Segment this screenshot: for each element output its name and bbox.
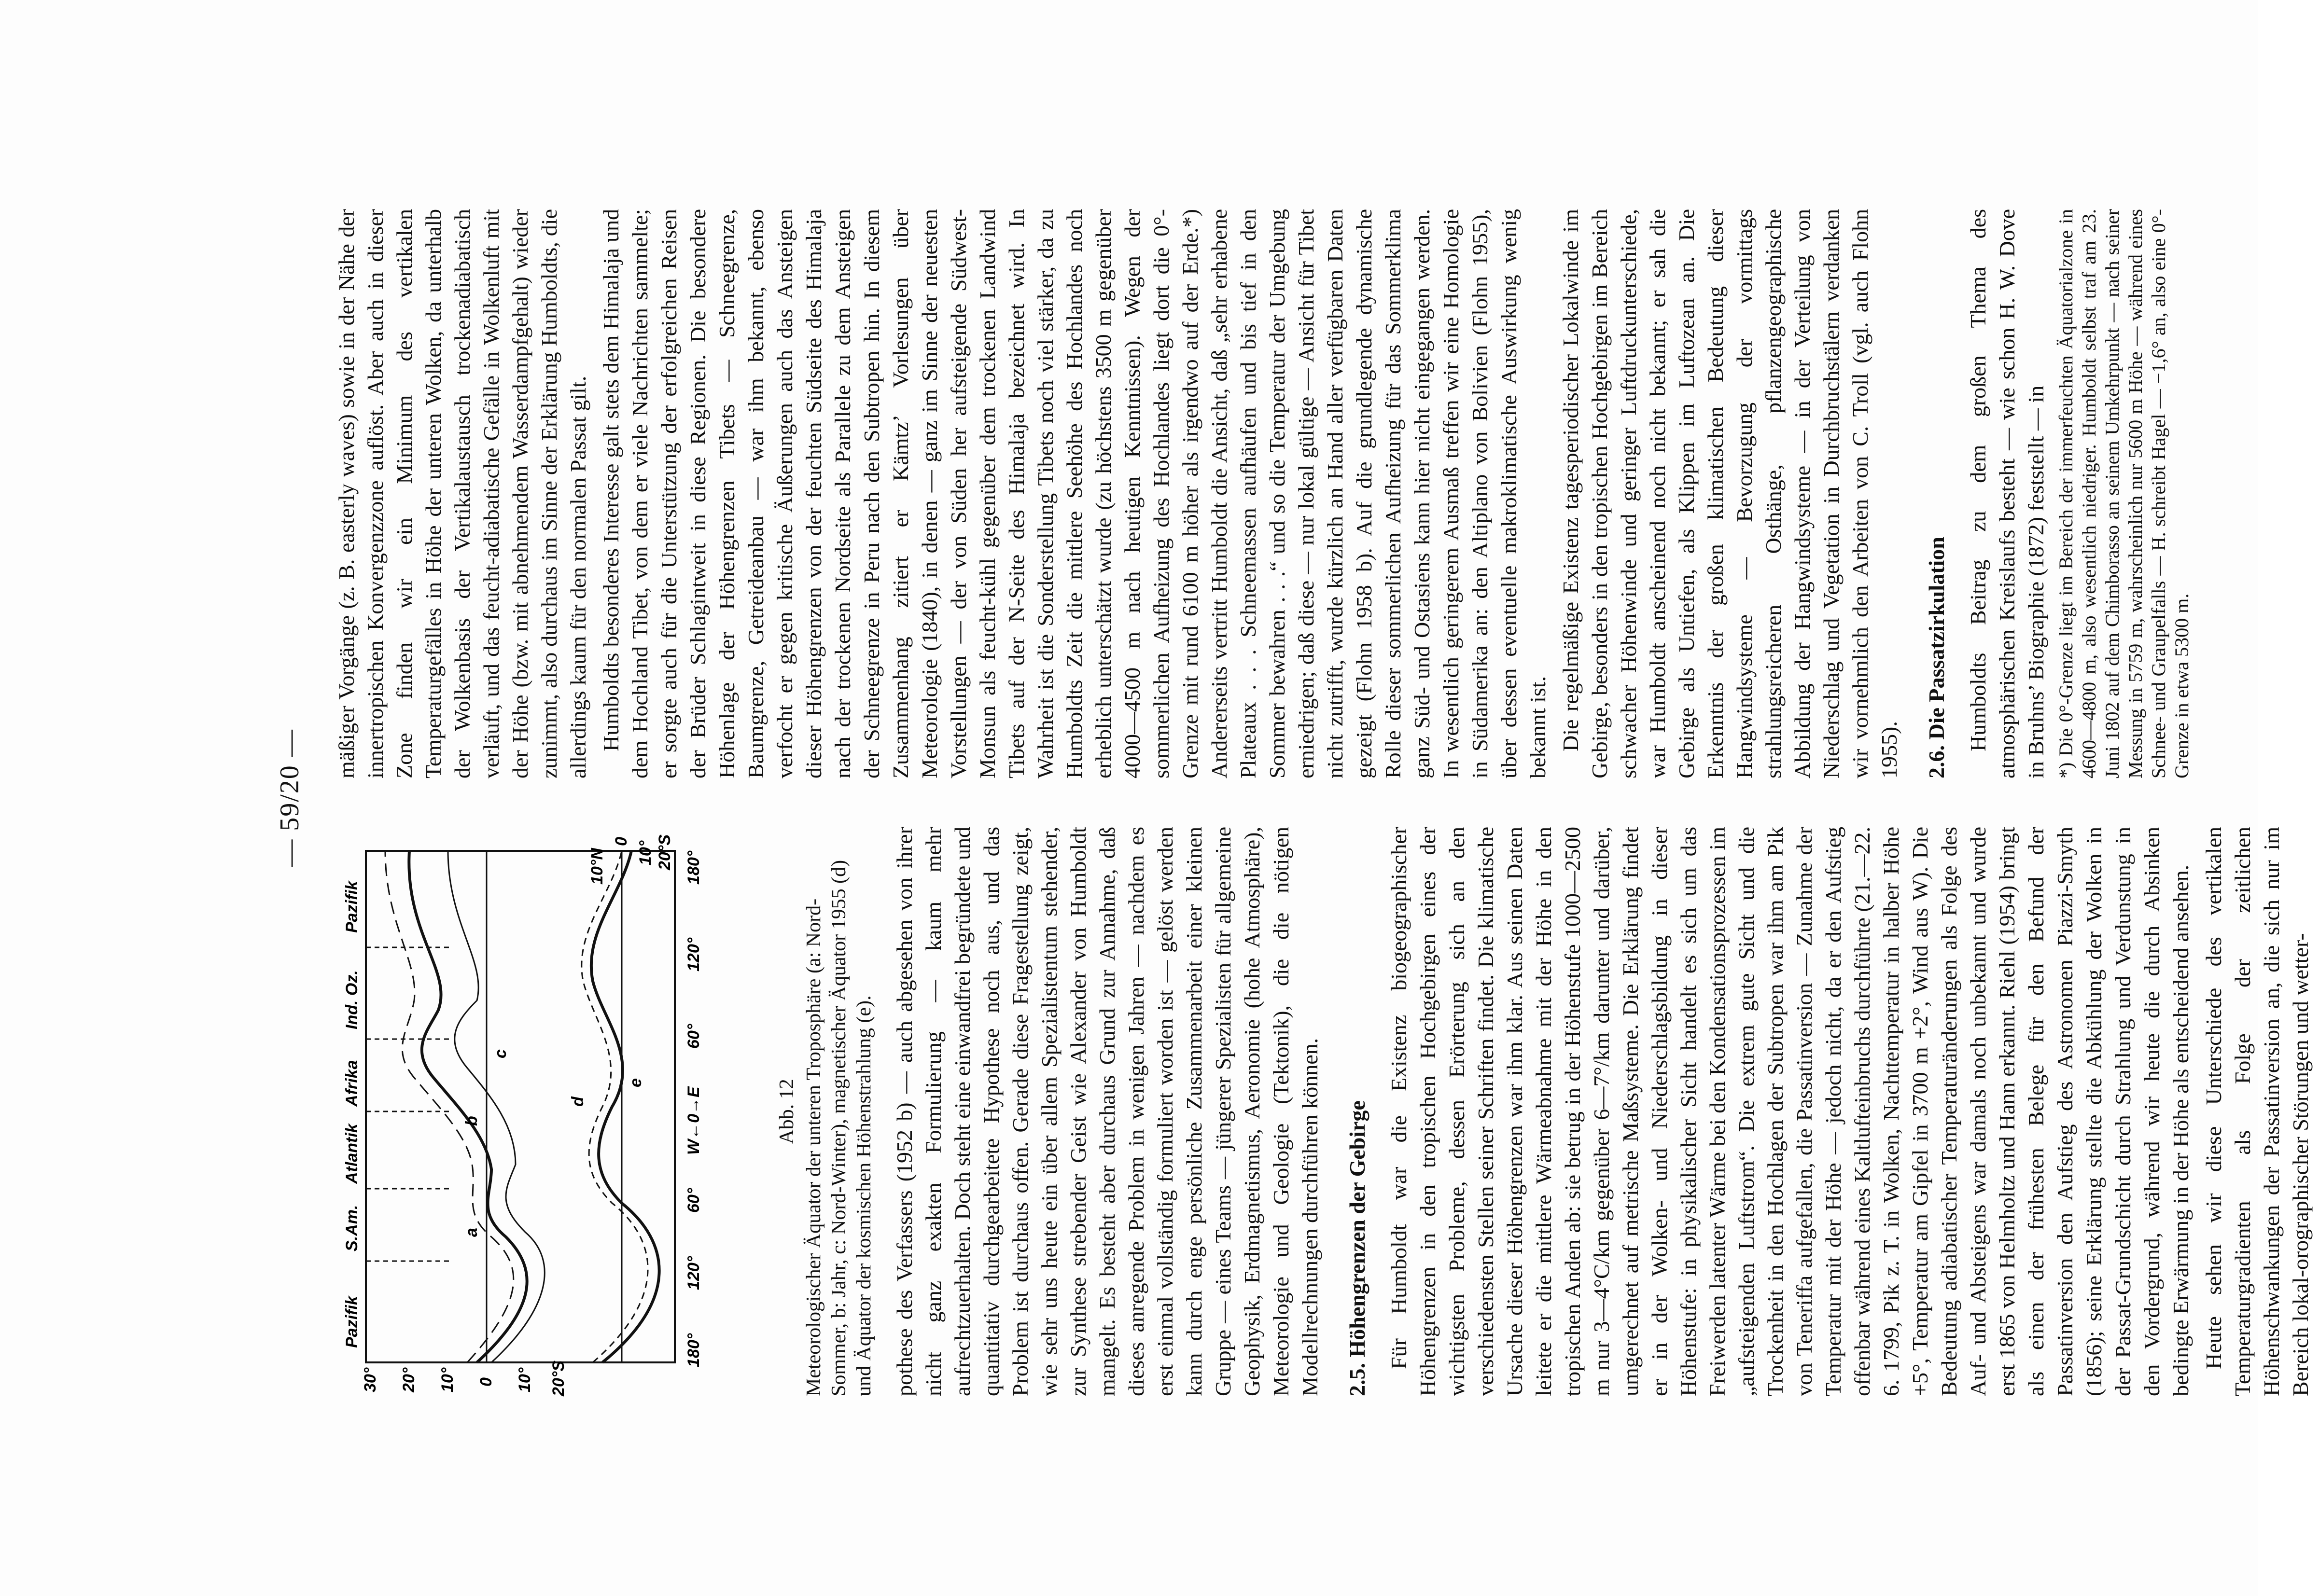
y-tick-1: 20°: [400, 1367, 418, 1392]
left-column: [332, 827, 2319, 1396]
figure-caption-title: Abb. 12: [776, 1079, 798, 1144]
curve-e-cosmic: [591, 851, 659, 1362]
zone-label-5: Pazifik: [343, 881, 361, 933]
left-paragraph-2: Für Humboldt war die Existenz biogeographischer Höhengrenzen in den tropischen Hochgebirgen eines der wichtigsten Probleme, dessen Erörterung sich an den verschiedensten Stellen seiner Schriften findet. Die klimatische Ursache dieser Höhengrenzen war ihm klar. Aus seinen Daten leitete er die mittlere Wärmeabnahme mit der Höhe in den tropischen Anden ab: sie betrug in der Höhenstufe 1000—2500 m nur 3—4°C/km gegenüber 6—7°/km darunter und darüber, umgerechnet auf metrische Maßsysteme. Die Erklärung findet er in der Wolken- und Niederschlagsbildung in dieser Höhenstufe: in physikalischer Sicht handelt es sich um das Freiwerden latenter Wärme bei den Kondensationsprozessen im „aufsteigenden Luftstrom“. Die extrem gute Sicht und die Trockenheit in den Hochlagen der Subtropen war ihm am Pik von Teneriffa aufgefallen, die Passatinversion — Zunahme der Temperatur mit der Höhe — jedoch nicht, da er den Aufstieg offenbar während eines Kaltlufteinbruchs durchführte (21.—22. 6. 1799, Pik z. T. in Wolken, Nachttemperatur in halber Höhe +5°, Temperatur am Gipfel in 3700 m +2°, Wind aus W). Die Bedeutung adiabatischer Temperaturänderungen als Folge des Auf- und Absteigens war damals noch unbekannt und wurde erst 1865 von Helmholtz und Hann erkannt. Riehl (1954) bringt als einen der frühesten Belege für den Befund der Passatinversion den Aufstieg des Astronomen Piazzi-Smyth (1856); seine Erklärung stellte die Abkühlung der Wolken in der Passat-Grundschicht durch Strahlung und Verdunstung in den Vordergrund, während wir heute die durch Absinken bedingte Erwärmung in der Höhe als entscheidend ansehen.: [1386, 827, 2193, 1396]
curve-label-c: c: [491, 1049, 510, 1058]
right-paragraph-2: Humboldts besonderes Interesse galt stets dem Himalaja und dem Hochland Tibet, von dem er viele Nachrichten sammelte; er sorgte auch für die Unterstützung der erfolgreichen Reisen der Brüder Schlagintweit in diese Regionen. Die besondere Höhenlage der Höhengrenzen Tibets — Schneegrenze, Baumgrenze, Getreideanbau — war ihm bekannt, ebenso verfocht er gegen kritische Äußerungen auch das Ansteigen dieser Höhengrenzen von der feuchten Südseite des Himalaja nach der trockenen Nordseite als Parallele zu dem Ansteigen der Schneegrenze in Peru nach den Subtropen hin. In diesem Zusammenhang zitiert er Kämtz’ Vorlesungen über Meteorologie (1840), in denen — ganz im Sinne der neuesten Vorstellungen — der von Süden her aufsteigende Südwest-Monsun als feucht-kühl gegenüber dem trockenen Landwind Tibets auf der N-Seite des Himalaja bezeichnet wird. In Wahrheit ist die Sonderstellung Tibets noch viel stärker, da zu Humboldts Zeit die mittlere Seehöhe des Hochlandes noch erheblich unterschätzt wurde (zu höchstens 3500 m gegenüber 4000—4500 m nach heutigen Kenntnissen). Wegen der sommerlichen Aufheizung des Hochlandes liegt dort die 0°-Grenze mit rund 6100 m höher als irgendwo auf der Erde.*) Andererseits vertritt Humboldt die Ansicht, daß „sehr erhabene Plateaux . . . Schneemassen aufhäufen und bis tief in den Sommer bewahren . . .“ und so die Temperatur der Umgebung erniedrigen; daß diese — nur lokal gültige — Ansicht für Tibet nicht zutrifft, wurde kürzlich an Hand aller verfügbaren Daten gezeigt (Flohn 1958 b). Auf die grundlegende dynamische Rolle dieser sommerlichen Aufheizung für das Sommerklima ganz Süd- und Ostasiens kann hier nicht eingegangen werden. In wesentlich geringerem Ausmaß treffen wir eine Homologie in Südamerika an: den Altiplano von Bolivien (Flohn 1955), über dessen eventuelle makroklimatische Auswirkung wenig bekannt ist.: [599, 209, 1550, 778]
rotated-document-page: [260, 170, 2313, 1425]
chart-frame: [366, 851, 675, 1362]
figure-caption-text: Meteorologischer Äquator der unteren Troposphäre (a: Nord-Sommer, b: Jahr, c: Nord-Winter), magnetischer Äquator 1955 (d) und Äquator der kosmischen Höhenstrahlung (e).: [803, 860, 875, 1396]
curve-label-d: d: [569, 1096, 587, 1107]
heading-2-6: 2.6. Die Passatzirkulation: [1924, 537, 1949, 778]
curve-c-nord-winter: [448, 851, 545, 1362]
x-tick-3: W←0→E: [685, 1086, 703, 1155]
zone-label-4: Ind. Oz.: [343, 970, 361, 1029]
left-paragraph-3: Heute sehen wir diese Unterschiede des vertikalen Temperaturgradienten als Folge der zeitlichen Höhenschwankungen der Passatinversion an, die sich nur im Bereich lokal-orographischer Störungen und wetter-: [2201, 827, 2313, 1396]
y-tick-0: 30°: [361, 1367, 379, 1392]
heading-2-5: 2.5. Höhengrenzen der Gebirge: [1345, 1100, 1369, 1396]
x-tick-1: 120°: [685, 1256, 703, 1290]
left-paragraph-1: pothese des Verfassers (1952 b) — auch abgesehen von ihrer nicht ganz exakten Formulierung — kaum mehr aufrechtzuerhalten. Doch steht eine einwandfrei begründete und quantitativ durchgearbeitete Hypothese noch aus, und das Problem ist durchaus offen. Gerade diese Fragestellung zeigt, wie sehr uns heute ein über allem Spezialistentum stehender, zur Synthese strebender Geist wie Alexander von Humboldt mangelt. Es besteht aber durchaus Grund zur Annahme, daß dieses anregende Problem in wenigen Jahren — nachdem es erst einmal vollständig formuliert worden ist — gelöst werden kann durch enge persönliche Zusammenarbeit einer kleinen Gruppe — eines Teams — jüngerer Spezialisten für allgemeine Geophysik, Erdmagnetismus, Aeronomie (hohe Atmosphäre), Meteorologie und Geologie (Tektonik), die die nötigen Modellrechnungen durchführen können.: [892, 827, 1322, 1396]
y-tick-3: 0: [477, 1377, 495, 1387]
y-tick-4: 10°: [516, 1367, 534, 1392]
curve-label-e: e: [627, 1078, 645, 1087]
curve-b-year: [409, 851, 527, 1362]
curve-label-b: b: [462, 1116, 481, 1126]
zone-label-2: Atlantik: [343, 1124, 361, 1184]
y-tick-5: 20°S: [549, 1360, 568, 1396]
x-tick-6: 180°: [685, 850, 703, 885]
zone-label-3: Afrika: [343, 1060, 361, 1107]
equator-chart: [332, 827, 767, 1396]
x-tick-4: 60°: [685, 1024, 703, 1049]
x-tick-2: 60°: [685, 1188, 703, 1213]
x-tick-0: 180°: [685, 1333, 703, 1367]
right-tick-2: 10°: [636, 840, 655, 865]
curve-label-a: a: [462, 1228, 481, 1237]
zone-label-0: Pazifik: [343, 1296, 361, 1348]
page-number: — 59/20 —: [275, 729, 305, 867]
right-tick-0: 10°N: [588, 848, 606, 885]
zone-label-1: S.Am.: [343, 1205, 361, 1251]
curve-d-magnetic: [582, 851, 648, 1362]
right-paragraph-4: Humboldts Beitrag zu dem großen Thema des atmosphärischen Kreislaufs besteht — wie schon H. W. Dove in Bruhns’ Biographie (1872) feststellt — in: [1966, 209, 2048, 778]
figure-abb-12: [332, 827, 767, 1396]
y-tick-2: 10°: [438, 1367, 457, 1392]
figure-caption: [774, 827, 877, 1396]
right-column: [332, 209, 2197, 778]
right-tick-3: 20°S: [656, 834, 674, 870]
footnote: *) Die 0°-Grenze liegt im Bereich der immerfeuchten Äquatorialzone in 4600—4800 m, also wesentlich niedriger. Humboldt selbst traf am 23. Juni 1802 auf dem Chimborasso an seinem Umkehrpunkt — nach seiner Messung in 5759 m, wahrscheinlich nur 5600 m Höhe — während eines Schnee- und Graupelfalls — H. schreibt Hagel — −1,6° an, also eine 0°-Grenze in etwa 5300 m.: [2055, 209, 2193, 778]
right-paragraph-3: Die regelmäßige Existenz tagesperiodischer Lokalwinde im Gebirge, besonders in den tropischen Hochgebirgen im Bereich schwacher Höhenwinde und geringer Luftdruckunterschiede, war Humboldt anscheinend noch nicht bekannt; er sah die Gebirge als Untiefen, als Klippen im Luftozean an. Die Erkenntnis der großen klimatischen Bedeutung dieser Hangwindsysteme — Bevorzugung der vormittags strahlungsreicheren Osthänge, pflanzengeographische Abbildung der Hangwindsysteme — in der Verteilung von Niederschlag und Vegetation in Durchbruchstälern verdanken wir vornehmlich den Arbeiten von C. Troll (vgl. auch Flohn 1955).: [1558, 209, 1901, 778]
right-tick-1: 0: [612, 837, 630, 846]
curve-a-nord-sommer: [385, 851, 514, 1362]
x-tick-5: 120°: [685, 937, 703, 971]
right-paragraph-1: mäßiger Vorgänge (z. B. easterly waves) sowie in der Nähe der innertropischen Konvergenzzone auflöst. Aber auch in dieser Zone finden wir ein Minimum des vertikalen Temperaturgefälles in Höhe der unteren Wolken, da unterhalb der Wolkenbasis der Vertikalaustausch trockenadiabatisch verläuft, und das feucht-adiabatische Gefälle in Wolkenluft mit der Höhe (bzw. mit abnehmendem Wasserdampfgehalt) wieder zunimmt, also durchaus im Sinne der Erklärung Humboldts, die allerdings kaum für den normalen Passat gilt.: [334, 209, 590, 778]
